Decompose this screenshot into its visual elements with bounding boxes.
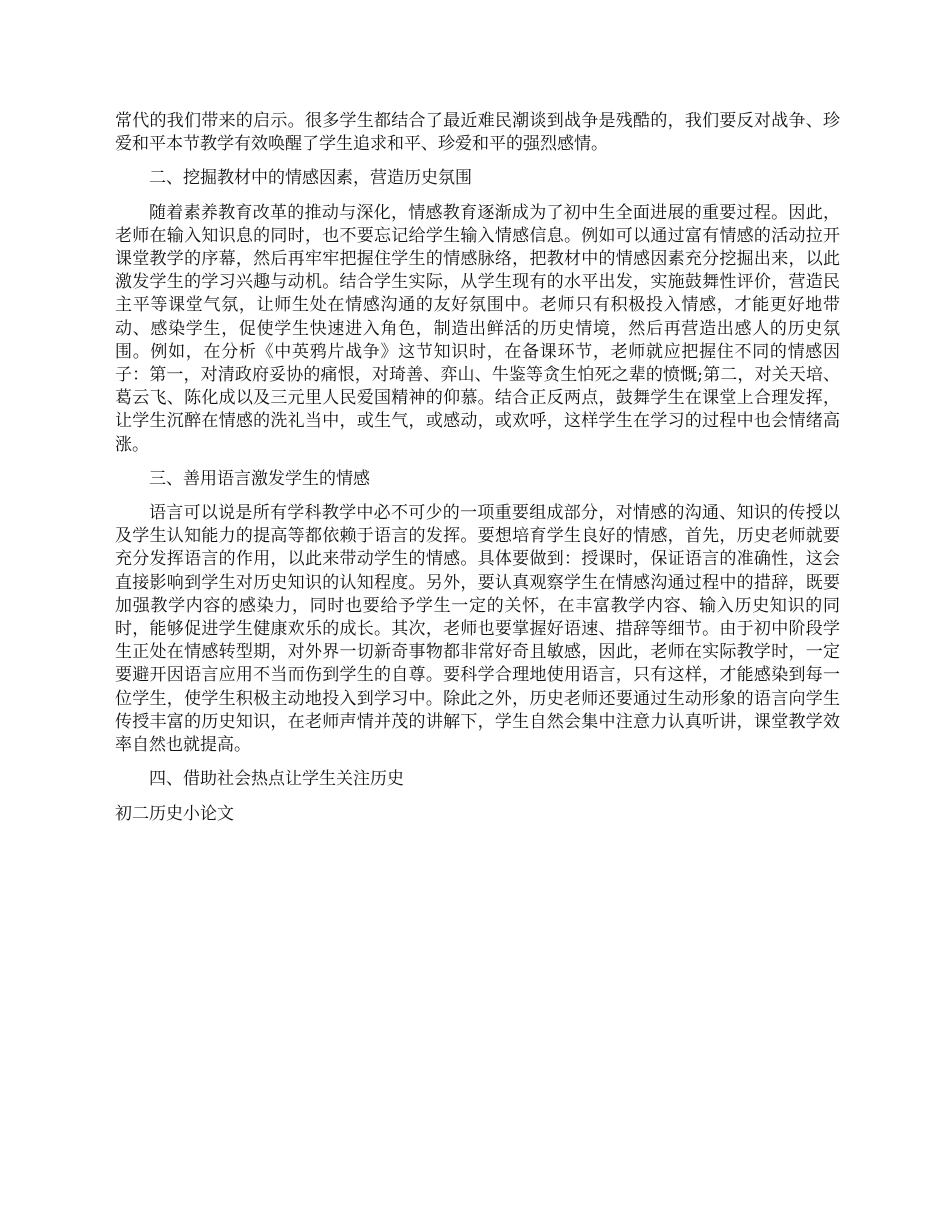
section-heading: 三、善用语言激发学生的情感 xyxy=(149,468,370,489)
document-title: 初二历史小论文 xyxy=(115,804,234,825)
section-heading: 二、挖掘教材中的情感因素，营造历史氛围 xyxy=(149,168,472,189)
section-heading: 四、借助社会热点让学生关注历史 xyxy=(149,769,404,790)
document-page xyxy=(115,110,840,827)
body-paragraph: 常代的我们带来的启示。很多学生都结合了最近难民潮谈到战争是残酷的，我们要反对战争、珍爱和平本节教学有效唤醒了学生追求和平、珍爱和平的强烈感情。 xyxy=(115,111,840,155)
body-paragraph: 语言可以说是所有学科教学中必不可少的一项重要组成部分，对情感的沟通、知识的传授以及学生认知能力的提高等都依赖于语言的发挥。要想培育学生良好的情感，首先，历史老师就要充分发挥语言的作用，以此来带动学生的情感。具体要做到：授课时，保证语言的准确性，这会直接影响到学生对历史知识的认知程度。另外，要认真观察学生在情感沟通过程中的措辞，既要加强教学内容的感染力，同时也要给予学生一定的关怀，在丰富教学内容、输入历史知识的同时，能够促进学生健康欢乐的成长。其次，老师也要掌握好语速、措辞等细节。由于初中阶段学生正处在情感转型期，对外界一切新奇事物都非常好奇且敏感，因此，老师在实际教学时，一定要避开因语言应用不当而伤到学生的自尊。要科学合理地使用语言，只有这样，才能感染到每一位学生，使学生积极主动地投入到学习中。除此之外，历史老师还要通过生动形象的语言向学生传授丰富的历史知识，在老师声情并茂的讲解下，学生自然会集中注意力认真听讲，课堂教学效率自然也就提高。 xyxy=(115,503,840,756)
body-paragraph: 随着素养教育改革的推动与深化，情感教育逐渐成为了初中生全面进展的重要过程。因此，老师在输入知识息的同时，也不要忘记给学生输入情感信息。例如可以通过富有情感的活动拉开课堂教学的序幕，然后再牢牢把握住学生的情感脉络，把教材中的情感因素充分挖掘出来，以此激发学生的学习兴趣与动机。结合学生实际，从学生现有的水平出发，实施鼓舞性评价，营造民主平等课堂气氛，让师生处在情感沟通的友好氛围中。老师只有积极投入情感，才能更好地带动、感染学生，促使学生快速进入角色，制造出鲜活的历史情境，然后再营造出感人的历史氛围。例如，在分析《中英鸦片战争》这节知识时，在备课环节，老师就应把握住不同的情感因子：第一，对清政府妥协的痛恨，对琦善、弈山、牛鉴等贪生怕死之辈的愤慨;第二，对关天培、葛云飞、陈化成以及三元里人民爱国精神的仰慕。结合正反两点，鼓舞学生在课堂上合理发挥，让学生沉醉在情感的洗礼当中，或生气，或感动，或欢呼，这样学生在学习的过程中也会情绪高涨。 xyxy=(115,202,840,455)
